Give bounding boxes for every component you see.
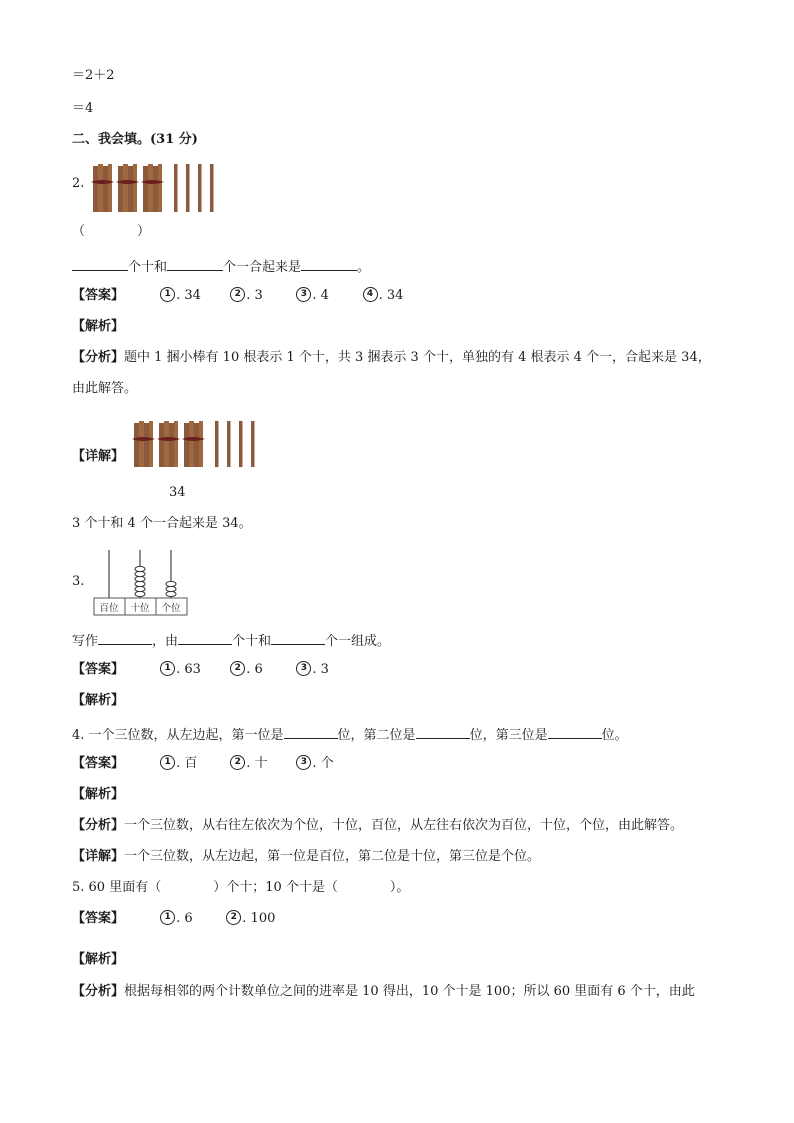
calc-line-1: ＝2＋2 bbox=[72, 68, 115, 83]
abacus-label-ones: 个位 bbox=[161, 603, 181, 614]
q2-number: 2. bbox=[72, 176, 85, 191]
q4-analysis: 【分析】一个三位数，从右往左依次为个位，十位，百位，从左往右依次为百位，十位，个位，由此解答。 bbox=[72, 818, 684, 833]
blank bbox=[284, 724, 338, 739]
blank bbox=[178, 630, 232, 645]
blank bbox=[98, 630, 152, 645]
q3-question: 写作 ，由 个十和 个一组成。 bbox=[72, 630, 390, 651]
abacus-figure bbox=[93, 546, 189, 618]
single-stick bbox=[186, 164, 190, 212]
sticks-bundle-figure-detail bbox=[131, 417, 261, 469]
section-title: 二、我会填。(31 分) bbox=[72, 132, 198, 147]
q5-answer-row: 【答案】 1 . 6 2 . 100 bbox=[72, 911, 276, 926]
q4-analysis-label: 【解析】 bbox=[72, 787, 125, 802]
q3-analysis-label: 【解析】 bbox=[72, 693, 125, 708]
q2-paren: （ ） bbox=[72, 224, 151, 239]
ones-beads bbox=[166, 581, 176, 596]
single-stick bbox=[174, 164, 178, 212]
q3-answer-row: 【答案】 1 . 63 2 . 6 3 . 3 bbox=[72, 662, 329, 677]
q5-question: 5. 60 里面有（ ）个十；10 个十是（ ）。 bbox=[72, 880, 410, 895]
q2-analysis-label: 【解析】 bbox=[72, 319, 125, 334]
abacus-label-tens: 十位 bbox=[130, 603, 150, 614]
single-stick bbox=[198, 164, 202, 212]
q2-question: 个十和 个一合起来是 。 bbox=[72, 256, 370, 277]
q5-analysis: 【分析】根据每相邻的两个计数单位之间的进率是 10 得出，10 个十是 100；所以 60 里面有 6 个十，由此 bbox=[72, 984, 695, 999]
blank bbox=[548, 724, 602, 739]
single-stick bbox=[210, 164, 214, 212]
tens-beads bbox=[135, 566, 145, 596]
bundle-3 bbox=[141, 164, 164, 212]
bundle-2 bbox=[116, 164, 139, 212]
blank bbox=[301, 256, 357, 271]
abacus-label-hundreds: 百位 bbox=[99, 603, 119, 614]
q4-answer-row: 【答案】 1 . 百 2 . 十 3 . 个 bbox=[72, 756, 334, 771]
q5-analysis-label: 【解析】 bbox=[72, 952, 125, 967]
q2-analysis-cont: 由此解答。 bbox=[72, 381, 138, 396]
q2-detail-label: 【详解】 bbox=[72, 449, 125, 464]
q3-number: 3. bbox=[72, 574, 85, 589]
q2-detail-text: 3 个十和 4 个一合起来是 34。 bbox=[72, 516, 252, 531]
bundle-1 bbox=[91, 164, 114, 212]
blank bbox=[167, 256, 223, 271]
calc-line-2: ＝4 bbox=[72, 101, 94, 116]
q2-figure-caption: 34 bbox=[169, 485, 186, 500]
sticks-bundle-figure-q2 bbox=[90, 160, 220, 214]
q4-question: 4. 一个三位数，从左边起，第一位是 位，第二位是 位，第三位是 位。 bbox=[72, 724, 628, 745]
q2-analysis: 【分析】题中 1 捆小棒有 10 根表示 1 个十，共 3 捆表示 3 个十，单独的有 4 根表示 4 个一，合起来是 34， bbox=[72, 350, 711, 365]
q4-detail: 【详解】一个三位数，从左边起，第一位是百位，第二位是十位，第三位是个位。 bbox=[72, 849, 541, 864]
blank bbox=[416, 724, 470, 739]
q2-answer-row: 【答案】 1 . 34 2 . 3 3 . 4 4 . 34 bbox=[72, 288, 404, 303]
blank bbox=[271, 630, 325, 645]
blank bbox=[72, 256, 128, 271]
